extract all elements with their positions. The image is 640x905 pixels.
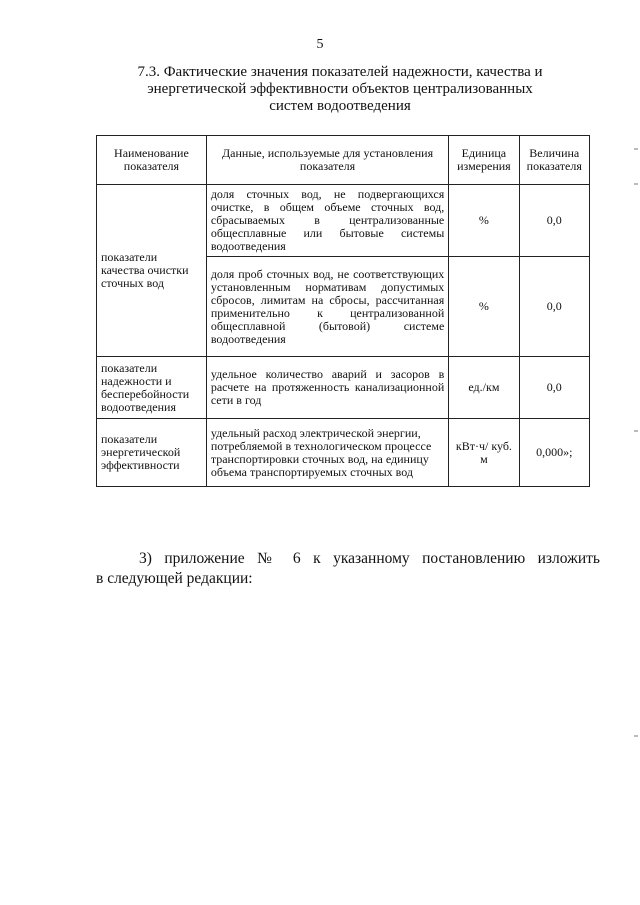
paragraph-line: в следующей редакции: <box>96 570 253 587</box>
row-value-cell: 0,0 <box>519 357 589 419</box>
table-header-row <box>97 136 590 185</box>
section-title <box>120 64 560 115</box>
row-value-cell: 0,0 <box>519 257 589 357</box>
indicators-table <box>96 135 590 487</box>
amendment-paragraph <box>96 549 600 589</box>
table-row <box>97 357 590 419</box>
scan-edge-mark <box>634 183 638 185</box>
row-unit-cell: % <box>449 185 519 257</box>
row-data-cell: удельный расход электрической энергии, потребляемой в технологическом процессе транспортировки сточных вод, на единицу объема транспортируемых сточных вод <box>206 419 448 487</box>
row-unit-cell: кВт·ч/ куб. м <box>449 419 519 487</box>
scan-edge-mark <box>634 148 638 150</box>
row-data-cell: доля проб сточных вод, не соответствующих установленным нормативам допустимых сбросов, лимитам на сбросы, рассчитанная применительно к централизованной общесплавной (бытовой) системе водоотведения <box>206 257 448 357</box>
section-title-line: 7.3. Фактические значения показателей надежности, качества и <box>137 64 543 80</box>
row-data-cell: удельное количество аварий и засоров в расчете на протяженность канализационной сети в год <box>206 357 448 419</box>
table-row <box>97 185 590 257</box>
header-source-data: Данные, используемые для установления показателя <box>206 136 448 185</box>
header-indicator-name: Наименование показателя <box>97 136 207 185</box>
row-unit-cell: % <box>449 257 519 357</box>
scan-edge-mark <box>634 735 638 737</box>
paragraph-line: 3) приложение № 6 к указанному постановлению изложить <box>139 550 600 567</box>
row-value-cell: 0,0 <box>519 185 589 257</box>
section-title-line: энергетической эффективности объектов централизованных <box>147 81 533 97</box>
group-energy-cell: показатели энергетической эффективности <box>97 419 207 487</box>
group-reliability-cell: показатели надежности и бесперебойности водоотведения <box>97 357 207 419</box>
header-unit: Единица измерения <box>449 136 519 185</box>
page-number: 5 <box>316 37 324 52</box>
row-unit-cell: ед./км <box>449 357 519 419</box>
row-value-cell: 0,000»; <box>519 419 589 487</box>
header-value: Величина показателя <box>519 136 589 185</box>
table-row <box>97 419 590 487</box>
group-quality-cell: показатели качества очистки сточных вод <box>97 185 207 357</box>
row-data-cell: доля сточных вод, не подвергающихся очистке, в общем объеме сточных вод, сбрасываемых в централизованные общесплавные или бытовые системы водоотведения <box>206 185 448 257</box>
section-title-line: систем водоотведения <box>269 98 411 114</box>
scan-edge-mark <box>634 430 638 432</box>
